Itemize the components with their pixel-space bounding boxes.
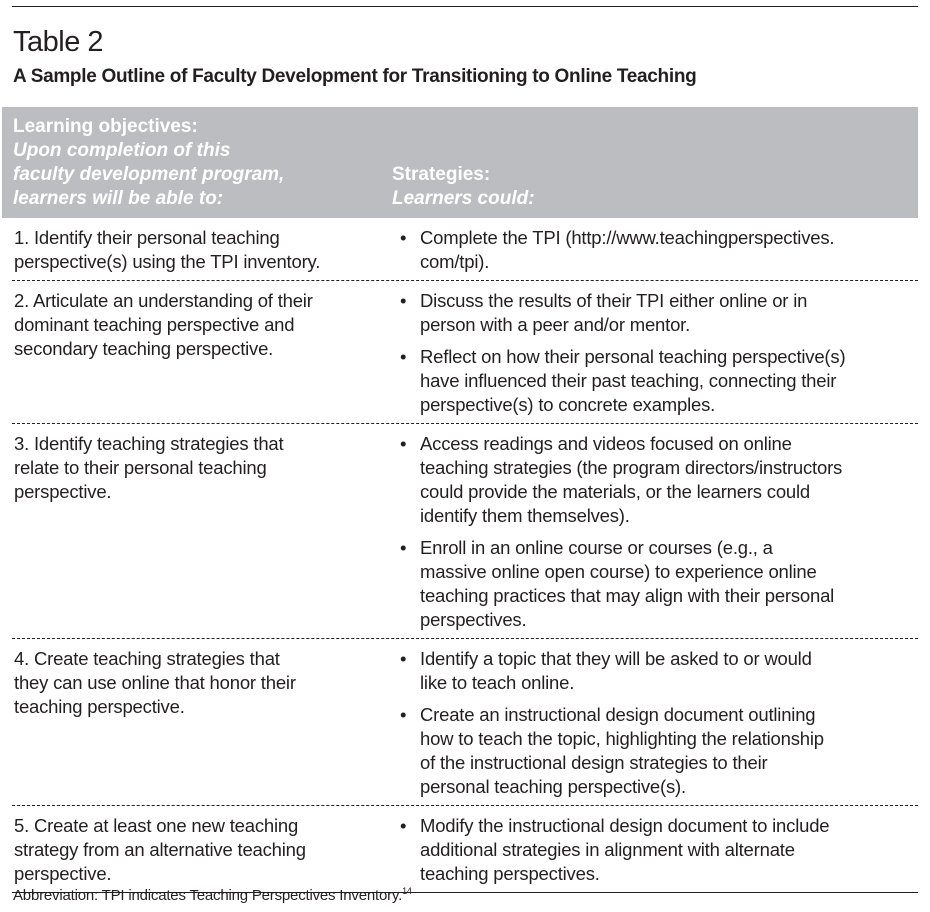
- footnote: [13, 886, 412, 904]
- bullet-icon: •: [400, 648, 407, 669]
- strategies-cell: [397, 226, 918, 274]
- footnote-text: Abbreviation: TPI indicates Teaching Perspectives Inventory.: [13, 887, 403, 904]
- table-row: [12, 424, 918, 639]
- footnote-reference: 14: [402, 886, 412, 896]
- table-row: [12, 281, 918, 424]
- strategy-item: [397, 345, 918, 417]
- strategy-item: [397, 226, 918, 274]
- strategy-item: [397, 536, 918, 632]
- top-rule: [12, 6, 918, 7]
- objective-cell: 5. Create at least one new teaching strategy from an alternative teaching perspective.: [14, 815, 306, 884]
- strategy-item: [397, 647, 918, 695]
- strategy-text: Discuss the results of their TPI either online or in person with a peer and/or mentor.: [420, 290, 808, 335]
- strategy-text: Modify the instructional design document to include additional strategies in alignment with alternate teaching perspectives.: [420, 815, 830, 884]
- objective-cell: 3. Identify teaching strategies that relate to their personal teaching perspective.: [14, 433, 284, 502]
- strategies-cell: [397, 814, 918, 886]
- bullet-icon: •: [400, 433, 407, 454]
- strategy-item: [397, 703, 918, 799]
- table-header: [2, 107, 918, 218]
- bullet-icon: •: [400, 537, 407, 558]
- strategy-text: Enroll in an online course or courses (e.g., a massive online open course) to experience online teaching practices that may align with their personal perspectives.: [420, 537, 835, 630]
- strategy-text: Identify a topic that they will be asked to or would like to teach online.: [420, 648, 812, 693]
- objective-cell: 1. Identify their personal teaching perspective(s) using the TPI inventory.: [14, 227, 321, 272]
- table-title: A Sample Outline of Faculty Development for Transitioning to Online Teaching: [13, 66, 697, 87]
- objectives-subheading: Upon completion of this faculty development program, learners will be able to:: [13, 140, 285, 209]
- table-number: Table 2: [13, 26, 104, 58]
- strategies-header: [392, 163, 535, 211]
- strategy-item: [397, 814, 918, 886]
- bullet-icon: •: [400, 290, 407, 311]
- strategies-subheading: Learners could:: [392, 188, 535, 209]
- strategies-label: Strategies:: [392, 164, 491, 185]
- table-row: [12, 218, 918, 281]
- table-row: [12, 639, 918, 806]
- strategy-text: Complete the TPI (http://www.teachingperspectives. com/tpi).: [420, 227, 835, 272]
- strategy-text: Reflect on how their personal teaching perspective(s) have influenced their past teaching, connecting their perspective(s) to concrete examples.: [420, 346, 846, 415]
- objective-cell: 4. Create teaching strategies that they can use online that honor their teaching perspective.: [14, 648, 296, 717]
- bullet-icon: •: [400, 815, 407, 836]
- bullet-icon: •: [400, 704, 407, 725]
- objectives-label: Learning objectives:: [13, 116, 198, 137]
- strategy-item: [397, 289, 918, 337]
- strategies-cell: [397, 647, 918, 799]
- bullet-icon: •: [400, 346, 407, 367]
- strategy-text: Create an instructional design document outlining how to teach the topic, highlighting the relationship of the instructional design strategies to their personal teaching perspective(s).: [420, 704, 824, 797]
- table-body: [12, 218, 918, 893]
- objectives-header: [13, 115, 284, 211]
- table-row: [12, 806, 918, 893]
- objective-cell: 2. Articulate an understanding of their dominant teaching perspective and secondary teaching perspective.: [14, 290, 313, 359]
- strategy-item: [397, 432, 918, 528]
- strategies-cell: [397, 289, 918, 417]
- strategies-cell: [397, 432, 918, 632]
- strategy-text: Access readings and videos focused on online teaching strategies (the program directors/instructors could provide the materials, or the learners could identify them themselves).: [420, 433, 843, 526]
- bullet-icon: •: [400, 227, 407, 248]
